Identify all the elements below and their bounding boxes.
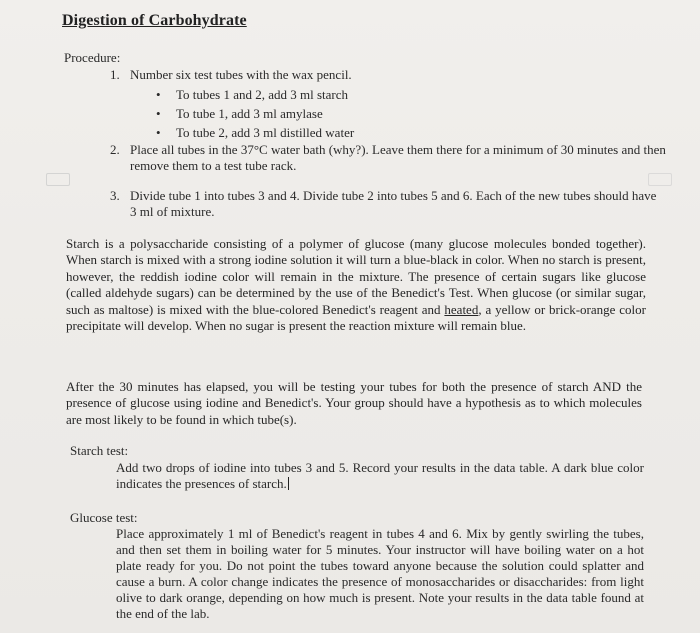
bullet-item <box>156 104 666 123</box>
bullet-item <box>156 123 666 142</box>
document-title: Digestion of Carbohydrate <box>62 12 247 29</box>
paragraph-text: , a yellow or brick-orange color precipitate will develop. When no sugar is present the reaction mixture will remain blue. <box>66 301 646 334</box>
bullet-text: To tube 1, add 3 ml amylase <box>176 106 323 121</box>
underlined-word-heated: heated <box>444 301 479 317</box>
step-number: 3. <box>110 188 120 203</box>
bullet-icon: • <box>156 87 161 102</box>
glucose-test-body: Place approximately 1 ml of Benedict's reagent in tubes 4 and 6. Mix by gently swirling the tubes, and then set them in boiling water for 5 minutes. Your instructor will have boiling water on a hot plate ready for you. Do not point the tubes toward anyone because the solution could splatter and cause a burn. A color change indicates the presence of monosaccharides or disaccharides: from light olive to dark orange, depending on how much is present. Note your results in the data table found at the end of the lab. <box>116 526 644 621</box>
step-text: Number six test tubes with the wax pencil. <box>130 67 352 82</box>
step-text: Divide tube 1 into tubes 3 and 4. Divide tube 2 into tubes 5 and 6. Each of the new tubes should have 3 ml of mixture. <box>130 188 657 219</box>
text-cursor <box>288 477 289 490</box>
procedure-step-2 <box>106 142 666 174</box>
step-number: 2. <box>110 142 120 157</box>
starch-test-text[interactable] <box>116 460 644 492</box>
starch-explanation-paragraph <box>66 236 646 334</box>
step-text: Place all tubes in the 37°C water bath (why?). Leave them there for a minimum of 30 minutes and then remove them to a test tube rack. <box>130 142 666 173</box>
starch-test-label: Starch test: <box>70 443 129 458</box>
procedure-label: Procedure: <box>64 50 121 65</box>
bullet-icon: • <box>156 125 161 140</box>
bullet-text: To tube 2, add 3 ml distilled water <box>176 125 355 140</box>
procedure-step-1 <box>106 67 666 142</box>
starch-test-body: Add two drops of iodine into tubes 3 and 5. Record your results in the data table. A dark blue color indicates the presences of starch. <box>116 460 644 491</box>
bullet-icon: • <box>156 106 161 121</box>
hypothesis-paragraph: After the 30 minutes has elapsed, you will be testing your tubes for both the presence of starch AND the presence of glucose using iodine and Benedict's. Your group should have a hypothesis as to which molecules are most likely to be found in which tube(s). <box>66 379 642 427</box>
paragraph-text: Starch is a polysaccharide consisting of a polymer of glucose (many glucose molecules bonded together). When starch is mixed with a strong iodine solution it will turn a blue-black in color. When no starch is present, however, the reddish iodine color will remain in the mixture. The presence of certain sugars like glucose (called aldehyde sugars) can be determined by the use of the Benedict's Test. When glucose (or similar sugar, such as maltose) is mixed with the blue-colored Benedict's reagent and <box>66 236 646 317</box>
step-number: 1. <box>110 67 120 82</box>
step-1-bullets <box>130 85 666 142</box>
page-mark-left <box>46 173 70 186</box>
procedure-steps <box>106 67 666 220</box>
bullet-text: To tubes 1 and 2, add 3 ml starch <box>176 87 349 102</box>
procedure-step-3 <box>106 188 666 220</box>
bullet-item <box>156 85 666 104</box>
glucose-test-label: Glucose test: <box>70 510 138 525</box>
